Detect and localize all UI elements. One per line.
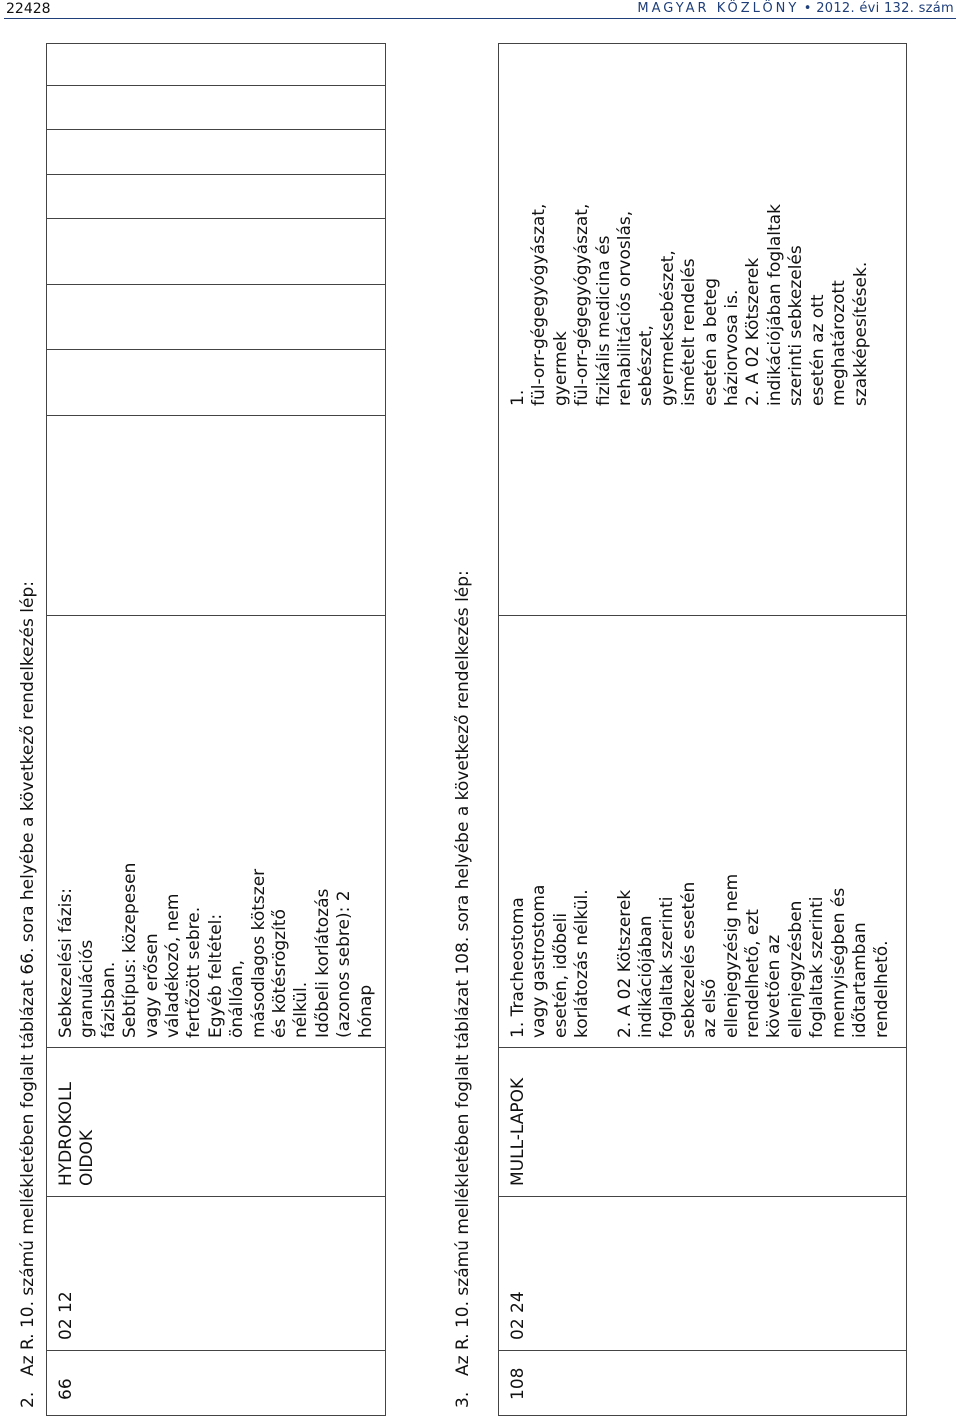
text-line: rendelhető. <box>871 940 892 1038</box>
text-line: ismételt rendelés <box>679 258 700 406</box>
table108-col-divider <box>498 1196 907 1197</box>
text-line: időtartamban <box>850 922 871 1038</box>
text-line: korlátozás nélkül. <box>572 889 593 1038</box>
text-line: Időbeli korlátozás <box>312 888 333 1038</box>
paragraph-gap <box>594 874 615 1038</box>
section2-number: 2. <box>18 1391 38 1408</box>
text-line: (azonos sebre): 2 <box>334 890 355 1038</box>
text-line: rehabilitációs orvoslás, <box>615 210 636 406</box>
text-line: vagy erősen <box>141 933 162 1038</box>
table66-left-border <box>46 1415 386 1416</box>
text-line: sebkezelés esetén <box>678 881 699 1038</box>
table66-top-border <box>46 44 47 1416</box>
text-line: foglaltak szerinti <box>807 896 828 1038</box>
table108-col-divider <box>498 1350 907 1351</box>
table66-col-divider <box>46 415 386 416</box>
table66-row-number: 66 <box>56 1378 76 1400</box>
text-line: sebészet, <box>636 325 657 406</box>
text-line: OIDOK <box>77 1129 98 1186</box>
text-line: ellenjegyzésig nem <box>721 873 742 1038</box>
table66-col-divider <box>46 349 386 350</box>
issue-label: 2012. évi 132. szám <box>816 1 954 16</box>
table66-col-divider <box>46 85 386 86</box>
text-line: háziorvosa is. <box>722 289 743 406</box>
text-line: 1. <box>508 389 528 406</box>
text-line: meghatározott <box>829 280 850 406</box>
text-line: az első <box>700 978 721 1038</box>
table66-col-divider <box>46 1350 386 1351</box>
text-line: gyermeksebészet, <box>657 250 678 406</box>
text-line: nélkül. <box>291 981 312 1038</box>
text-line: foglaltak szerinti <box>657 896 678 1038</box>
text-line: granulációs <box>77 939 98 1038</box>
text-line: hónap <box>355 984 376 1038</box>
text-line: váladékozó, nem <box>163 893 184 1038</box>
text-line: Sebkezelési fázis: <box>56 888 76 1038</box>
table66-col-divider <box>46 615 386 616</box>
table66-product-name <box>56 1082 99 1186</box>
header-rule <box>4 18 956 19</box>
rotated-page-body <box>10 36 910 1416</box>
table66-col-divider <box>46 174 386 175</box>
table108-specialists <box>508 204 872 406</box>
journal-header <box>637 0 954 18</box>
bullet-separator: • <box>803 1 812 16</box>
table108-product-code: 02 24 <box>508 1291 528 1340</box>
table66-col-divider <box>46 284 386 285</box>
text-line: fázisban. <box>98 961 119 1038</box>
text-line: Egyéb feltétel: <box>205 913 226 1038</box>
text-line: esetén a beteg <box>700 277 721 406</box>
text-line: 2. A 02 Kötszerek <box>743 257 764 406</box>
text-line: másodlagos kötszer <box>248 868 269 1038</box>
text-line: esetén, időbeli <box>550 912 571 1038</box>
text-line: fül-orr-gégegyógyászat, <box>529 203 550 406</box>
text-line: 2. A 02 Kötszerek <box>614 889 635 1038</box>
table108-top-border <box>498 44 499 1416</box>
table108-right-border <box>498 43 907 44</box>
section2-caption-text: Az R. 10. számú mellékletében foglalt táblázat 66. sora helyébe a következő rendelkezés lép: <box>18 581 38 1376</box>
table66-right-border <box>46 43 386 44</box>
text-line: rendelhető, ezt <box>743 909 764 1038</box>
table108-product-name: MULL-LAPOK <box>508 1077 528 1186</box>
text-line: szerinti sebkezelés <box>786 245 807 406</box>
journal-title: MAGYAR KÖZLÖNY <box>637 1 800 16</box>
text-line: gyermek <box>550 331 571 406</box>
table108-col-divider <box>498 1047 907 1048</box>
text-line: követően az <box>764 934 785 1038</box>
text-line: indikációjában foglaltak <box>764 204 785 406</box>
text-line: 1. Tracheostoma <box>508 897 528 1038</box>
table66-col-divider <box>46 1196 386 1197</box>
section3-number: 3. <box>453 1391 473 1408</box>
table108-conditions <box>508 874 893 1038</box>
table66-col-divider <box>46 1047 386 1048</box>
text-line: önállóan, <box>227 959 248 1038</box>
text-line: Sebtípus: közepesen <box>120 862 141 1038</box>
text-line: fül-orr-gégegyógyászat, <box>572 203 593 406</box>
page-number: 22428 <box>6 1 51 17</box>
table66-product-code: 02 12 <box>56 1291 76 1340</box>
table108-bottom-border <box>906 44 907 1416</box>
text-line: vagy gastrostoma <box>529 884 550 1038</box>
table66-col-divider <box>46 129 386 130</box>
section3-caption <box>453 570 474 1408</box>
text-line: HYDROKOLL <box>56 1082 76 1186</box>
table108-col-divider <box>498 615 907 616</box>
text-line: fizikális medicina és <box>593 235 614 406</box>
section2-caption <box>18 581 39 1408</box>
table66-conditions <box>56 863 377 1038</box>
text-line: ellenjegyzésben <box>785 900 806 1038</box>
section3-caption-text: Az R. 10. számú mellékletében foglalt táblázat 108. sora helyébe a következő rendelkezés lép: <box>453 570 473 1376</box>
text-line: fertőzött sebre. <box>184 906 205 1038</box>
table66-col-divider <box>46 218 386 219</box>
table66-bottom-border <box>385 44 386 1416</box>
table108-left-border <box>498 1415 907 1416</box>
text-line: szakképesítések. <box>850 261 871 406</box>
text-line: és kötésrögzítő <box>270 909 291 1038</box>
text-line: indikációjában <box>636 915 657 1038</box>
table108-row-number: 108 <box>508 1367 528 1400</box>
text-line: esetén az ott <box>807 294 828 406</box>
text-line: mennyiségben és <box>828 887 849 1038</box>
